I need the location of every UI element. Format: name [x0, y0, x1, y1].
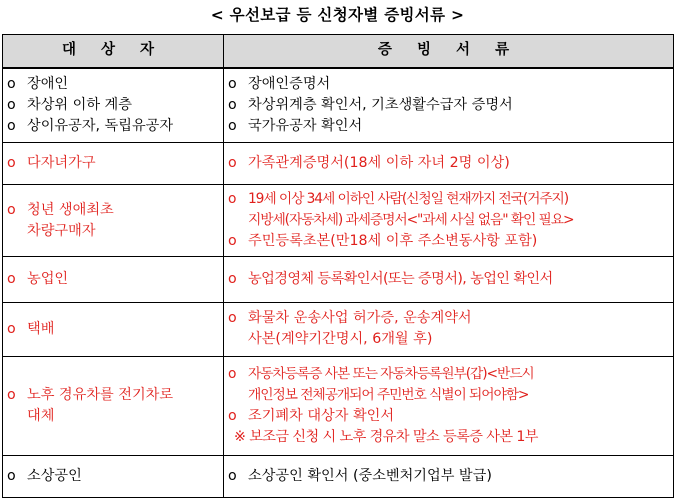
applicant-cell	[3, 257, 224, 302]
bullet-icon: o	[228, 154, 237, 171]
list-item: o 소상공인 확인서 (중소벤처기업부 발급)	[228, 466, 673, 487]
table-row	[3, 184, 674, 257]
list-item: o 상이유공자, 독립유공자	[7, 116, 223, 137]
table-row	[3, 455, 674, 497]
list-item: 차량구매자	[27, 222, 96, 239]
applicant-cell	[3, 302, 224, 356]
eligibility-documents-table	[2, 34, 674, 498]
applicant-cell	[3, 455, 224, 497]
list-item: o 장애인증명서	[228, 74, 673, 95]
list-item: o 조기폐차 대상자 확인서	[228, 406, 673, 427]
list-item: 지방세(자동차세) 과세증명서<"과세 사실 없음" 확인 필요>	[248, 212, 574, 228]
list-item: o 자동차등록증 사본 또는 자동차등록원부(갑)<반드시	[228, 364, 673, 385]
list-item: o 청년 생애최초	[7, 200, 223, 221]
table-row	[3, 68, 674, 143]
bullet-icon: o	[7, 118, 16, 135]
list-item: 개인정보 전체공개되어 주민번호 식별이 되어야함>	[248, 387, 529, 403]
table-row	[3, 143, 674, 184]
list-item: o 주민등록초본(만18세 이후 주소변동사항 포함)	[228, 231, 673, 252]
table-row	[3, 257, 674, 302]
table-row	[3, 302, 674, 356]
header-applicant: 대 상 자	[3, 35, 224, 68]
bullet-icon: o	[228, 271, 237, 288]
list-item: o 19세 이상 34세 이하인 사람(신청일 현재까지 전국(거주지)	[228, 189, 673, 210]
documents-cell	[224, 143, 674, 184]
bullet-icon: o	[7, 201, 16, 218]
list-item: o 국가유공자 확인서	[228, 116, 673, 137]
bullet-icon: o	[228, 408, 237, 424]
list-item: o 다자녀가구	[7, 153, 223, 174]
header-documents: 증 빙 서 류	[224, 35, 674, 68]
applicant-cell	[3, 357, 224, 456]
documents-cell	[224, 357, 674, 456]
list-item: o 농업경영체 등록확인서(또는 증명서), 농업인 확인서	[228, 269, 673, 290]
list-item: 사본(계약기간명시, 6개월 후)	[248, 331, 433, 348]
bullet-icon: o	[7, 271, 16, 288]
document-title: < 우선보급 등 신청자별 증빙서류 >	[210, 6, 465, 24]
applicant-cell	[3, 184, 224, 257]
list-item: o 노후 경유차를 전기차로	[7, 385, 223, 406]
table-header-row	[3, 35, 674, 68]
bullet-icon: o	[7, 76, 16, 93]
bullet-icon: o	[228, 467, 237, 484]
bullet-icon: o	[7, 467, 16, 484]
bullet-icon: o	[7, 97, 16, 114]
documents-cell	[224, 257, 674, 302]
bullet-icon: o	[228, 191, 236, 207]
list-item: o 택배	[7, 319, 223, 340]
documents-cell	[224, 455, 674, 497]
bullet-icon: o	[7, 320, 16, 337]
bullet-icon: o	[228, 118, 237, 135]
documents-cell	[224, 184, 674, 257]
list-item: o 장애인	[7, 74, 223, 95]
subsidy-note: ※ 보조금 신청 시 노후 경유차 말소 등록증 사본 1부	[234, 429, 538, 445]
list-item: 대체	[27, 408, 55, 424]
applicant-cell	[3, 143, 224, 184]
applicant-cell	[3, 68, 224, 143]
bullet-icon: o	[228, 310, 237, 327]
bullet-icon: o	[228, 233, 237, 249]
bullet-icon: o	[228, 97, 237, 114]
list-item: o 화물차 운송사업 허가증, 운송계약서	[228, 308, 673, 329]
bullet-icon: o	[228, 76, 237, 93]
table-row	[3, 357, 674, 456]
bullet-icon: o	[7, 387, 16, 403]
list-item: o 차상위계층 확인서, 기초생활수급자 증명서	[228, 95, 673, 116]
documents-cell	[224, 302, 674, 356]
list-item: o 소상공인	[7, 466, 223, 487]
list-item: o 차상위 이하 계층	[7, 95, 223, 116]
bullet-icon: o	[228, 366, 236, 382]
bullet-icon: o	[7, 154, 16, 171]
list-item: o 가족관계증명서(18세 이하 자녀 2명 이상)	[228, 153, 673, 174]
documents-cell	[224, 68, 674, 143]
list-item: o 농업인	[7, 269, 223, 290]
